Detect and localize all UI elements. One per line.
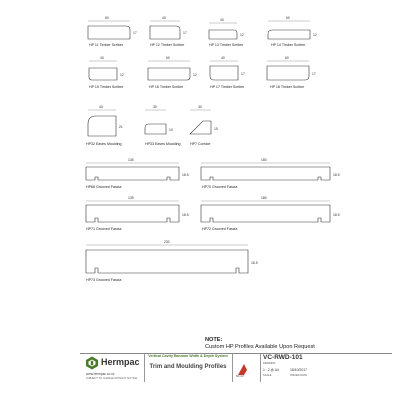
issued-date: 18/10/2017	[290, 368, 307, 372]
profile-hp16	[148, 56, 197, 89]
dim-height: 10	[169, 128, 173, 132]
profile-label: HP 16 Timber Scriber	[149, 85, 184, 89]
profile-hp70	[201, 158, 340, 189]
website: www.hermpac.co.nz	[86, 372, 115, 376]
profile-hp17	[210, 56, 245, 89]
dim-height: 18.5	[251, 261, 258, 265]
profile-hp72	[201, 196, 340, 231]
profile-label: HP 17 Timber Scriber	[210, 85, 245, 89]
dim-height: 17	[183, 31, 187, 35]
profile-hp7	[190, 105, 218, 146]
dim-width: 180	[261, 158, 267, 162]
dim-width: 135	[128, 196, 134, 200]
profile-hp15	[89, 56, 124, 89]
profile-label: HP72 Grooved Fascia	[202, 227, 238, 231]
dim-height: 15	[214, 127, 218, 131]
profile-label: HP 14 Timber Scriber	[271, 43, 306, 47]
dim-height: 18.5	[182, 213, 189, 217]
profile-label: HP71 Grooved Fascia	[86, 227, 122, 231]
dim-width: 60	[286, 16, 290, 20]
profile-label: HP 18 Timber Scriber	[270, 85, 305, 89]
profile-label: HP32 Eaves Moulding	[86, 142, 122, 146]
profile-label: HP 12 Timber Scriber	[150, 43, 185, 47]
dim-height: 17	[241, 72, 245, 76]
profile-label: HP33 Eaves Moulding	[145, 142, 181, 146]
dim-width: 60	[166, 56, 170, 60]
dim-width: 230	[164, 240, 170, 244]
brand-name: Hermpac	[101, 357, 140, 367]
dim-height: 18.5	[182, 173, 189, 177]
divider	[232, 354, 233, 382]
profile-hp66	[86, 158, 189, 189]
profile-hp73	[86, 240, 258, 282]
sheet-title: Trim and Moulding Profiles	[149, 364, 227, 370]
dim-width: 40	[220, 18, 224, 22]
partner-label: BRANZ	[236, 376, 244, 378]
dim-width: 40	[221, 56, 225, 60]
dim-height: 17	[312, 72, 316, 76]
dim-width: 30	[153, 105, 157, 109]
dim-width: 40	[99, 105, 103, 109]
partner-logo-icon	[236, 362, 252, 376]
divider	[144, 354, 145, 382]
scale-value: 1 : 2 @ A4	[263, 368, 279, 372]
profile-hp33	[145, 105, 181, 146]
profile-hp11	[88, 16, 137, 47]
dim-width: 60	[285, 56, 289, 60]
profile-label: HP7 Cornice	[190, 142, 211, 146]
dim-height: 12	[120, 73, 124, 77]
profile-hp12	[150, 16, 187, 47]
dim-height: 17	[133, 31, 137, 35]
scale-label: SCALE	[263, 374, 272, 377]
dim-height: 21	[119, 125, 123, 129]
dim-height: 12	[313, 33, 317, 37]
dim-width: 60	[105, 16, 109, 20]
profile-hp71	[86, 196, 189, 231]
profile-label: HP 15 Timber Scriber	[89, 85, 124, 89]
system-title: Vertical Cavity Random Width & Depth System	[148, 354, 228, 358]
dim-height: 18.5	[333, 173, 340, 177]
profile-label: HP73 Grooved Fascia	[86, 278, 122, 282]
profile-label: HP 13 Timber Scriber	[209, 43, 244, 47]
dim-width: 180	[261, 196, 267, 200]
divider	[260, 354, 261, 382]
note-heading: NOTE:	[205, 337, 223, 343]
dim-width: 40	[162, 16, 166, 20]
dim-height: 12	[193, 73, 197, 77]
issued-date-label: ISSUED DATE	[290, 374, 308, 377]
profile-label: HP66 Grooved Fascia	[86, 185, 122, 189]
subject-notice: SUBJECT TO CHANGE WITHOUT NOTICE	[86, 377, 138, 380]
profile-hp18	[267, 56, 316, 89]
dim-width: 135	[128, 158, 134, 162]
profile-hp13	[209, 18, 244, 47]
dim-height: 18.5	[333, 213, 340, 217]
hexagon-logo-icon	[85, 356, 99, 370]
dim-width: 40	[100, 56, 104, 60]
dim-height: 12	[240, 33, 244, 37]
profile-label: HP 11 Timber Scriber	[89, 43, 124, 47]
hermpac-logo	[82, 353, 142, 381]
drawing-number: VC-RWD-101	[263, 354, 303, 361]
profile-hp14	[268, 16, 317, 47]
profile-label: HP70 Grooved Fascia	[202, 185, 238, 189]
note-text: Custom HP Profiles Available Upon Request	[205, 343, 315, 350]
note	[205, 337, 315, 351]
drawing-label: DRAWING	[263, 362, 276, 365]
profile-hp32	[86, 105, 123, 146]
dim-width: 30	[198, 105, 202, 109]
